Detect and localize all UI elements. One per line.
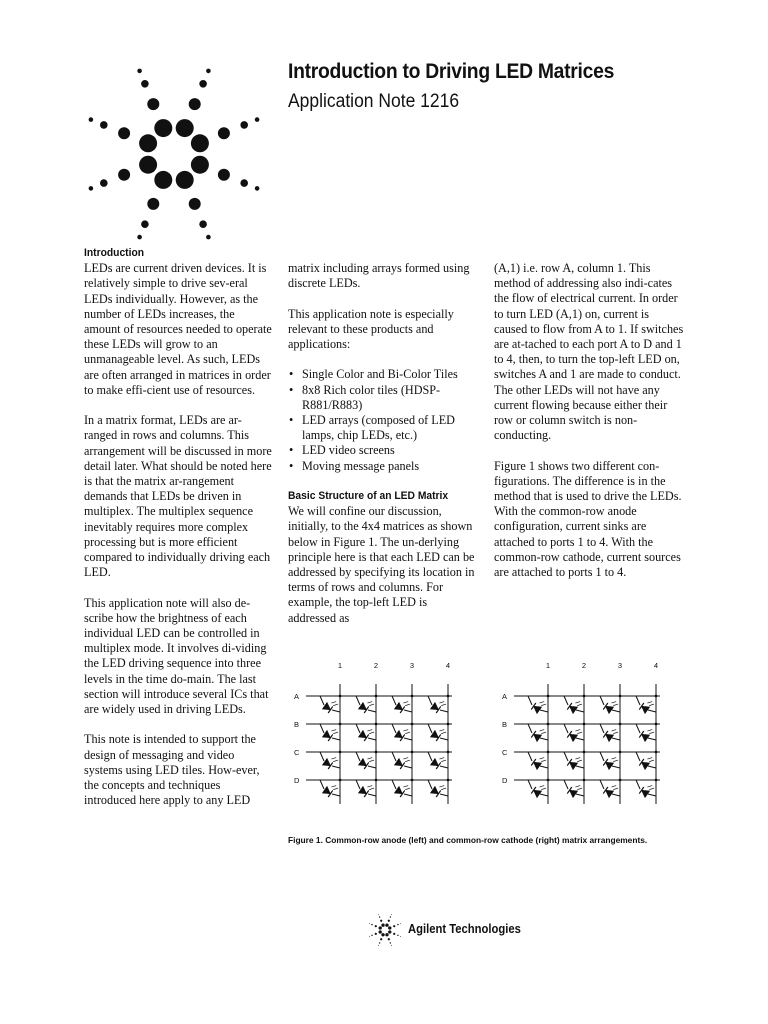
paragraph: LEDs are current driven devices. It is relatively simple to drive sev-eral LEDs individually. However, as the number of LEDs increases, the amount of resources needed to operate these LEDs will grow to an unmanageable level. As such, LEDs are often arranged in matrices in order to make effi-cient use of resources.: [84, 261, 272, 397]
row-label: A: [502, 692, 508, 701]
logo-dot: [255, 117, 260, 122]
page-title: Introduction to Driving LED Matrices: [288, 60, 615, 83]
list-item-text: LED arrays (composed of LED lamps, chip LEDs, etc.): [302, 413, 455, 443]
logo-dot: [393, 925, 395, 927]
column-label: 2: [581, 661, 587, 670]
logo-dot: [118, 127, 130, 139]
logo-dot: [371, 935, 372, 936]
led-diode-icon: [531, 726, 546, 743]
text-column-1: [84, 246, 274, 824]
logo-dot: [240, 179, 248, 187]
page-subtitle: Application Note 1216: [288, 91, 460, 112]
logo-dot: [147, 98, 159, 110]
led-diode-icon: [358, 782, 374, 799]
logo-dot: [393, 933, 395, 935]
led-diode-icon: [322, 754, 338, 771]
logo-dot: [375, 925, 377, 927]
bullet-icon: •: [289, 443, 294, 458]
column-label: 3: [409, 661, 415, 670]
row-label: C: [294, 748, 300, 757]
application-list: [288, 367, 478, 473]
led-diode-icon: [567, 726, 582, 743]
brand-name: Agilent Technologies: [408, 922, 521, 936]
column-label: 3: [617, 661, 623, 670]
agilent-small-logo: [368, 913, 402, 947]
led-diode-icon: [639, 698, 654, 715]
logo-dot: [199, 80, 207, 88]
logo-dot: [199, 220, 207, 228]
paragraph: matrix including arrays formed using discrete LEDs.: [288, 261, 470, 291]
figure-caption: Figure 1. Common-row anode (left) and common-row cathode (right) matrix arrangements.: [288, 835, 648, 845]
logo-dot: [381, 933, 384, 936]
logo-dot: [255, 186, 260, 191]
column-label: 1: [545, 661, 551, 670]
logo-dot: [189, 198, 201, 210]
column-label: 2: [373, 661, 379, 670]
paragraph: (A,1) i.e. row A, column 1. This method of addressing also indi-cates the flow of electrical current. In order to turn LED (A,1) on, current is caused to flow from A to 1. If switches are at-tached to each port A to D and 1 to 4, then, to turn the top-left LED on, switches A and 1 are made to conduct. The other LEDs will not have any current flowing because either their row or column switch is non-conducting.: [494, 261, 684, 443]
led-diode-icon: [639, 726, 654, 743]
logo-dot: [176, 171, 194, 189]
logo-dot: [379, 930, 382, 933]
text-column-2: [288, 261, 478, 641]
list-item: [288, 383, 478, 413]
logo-dot: [206, 69, 211, 74]
logo-dot: [397, 924, 398, 925]
logo-dot: [191, 134, 209, 152]
led-diode-icon: [567, 782, 582, 799]
column-label: 4: [445, 661, 451, 670]
logo-dot: [147, 198, 159, 210]
logo-dot: [206, 235, 211, 240]
logo-dot: [380, 920, 382, 922]
common-row-cathode-matrix-diagram: [496, 656, 676, 806]
list-item-text: Moving message panels: [302, 458, 420, 473]
logo-dot: [100, 179, 108, 187]
logo-dot: [371, 924, 372, 925]
led-diode-icon: [603, 698, 618, 715]
led-diode-icon: [394, 698, 410, 715]
logo-dot: [390, 942, 391, 943]
logo-dot: [385, 924, 388, 927]
led-diode-icon: [639, 754, 654, 771]
logo-dot: [137, 69, 142, 74]
led-diode-icon: [358, 754, 374, 771]
logo-dot: [391, 914, 392, 915]
paragraph: In a matrix format, LEDs are ar-ranged in rows and columns. This arrangement will be discussed in more detail later. What should be noted here is that the matrix ar-rangement demands that LEDs be driven in multiplex. The multiplex sequence inevitably requires more complex processing but is more efficient compared to individually driving each LED.: [84, 413, 272, 580]
logo-dot: [191, 156, 209, 174]
led-diode-icon: [531, 698, 546, 715]
led-diode-icon: [430, 698, 446, 715]
logo-dot: [378, 914, 379, 915]
led-diode-icon: [430, 754, 446, 771]
logo-dot: [141, 220, 149, 228]
led-diode-icon: [358, 698, 374, 715]
list-item: [288, 443, 478, 458]
bullet-icon: •: [289, 367, 294, 382]
led-diode-icon: [603, 782, 618, 799]
column-label: 4: [653, 661, 659, 670]
led-diode-icon: [358, 726, 374, 743]
logo-dot: [400, 936, 401, 937]
logo-dot: [369, 923, 370, 924]
led-diode-icon: [322, 782, 338, 799]
agilent-logo: [82, 62, 266, 246]
list-item-text: LED video screens: [302, 443, 395, 458]
logo-dot: [391, 945, 392, 946]
common-row-anode-matrix-diagram: [288, 656, 468, 806]
paragraph: Figure 1 shows two different con-figurations. The difference is in the method that is used to drive the LEDs. With the common-row anode configuration, current sinks are attached to ports 1 to 4. With the common-row cathode, current sources are attached to ports 1 to 4.: [494, 458, 682, 580]
led-diode-icon: [567, 754, 582, 771]
logo-dot: [218, 169, 230, 181]
list-item-text: Single Color and Bi-Color Tiles: [302, 367, 458, 382]
row-label: D: [294, 776, 300, 785]
bullet-icon: •: [289, 413, 294, 427]
logo-dot: [154, 119, 172, 137]
row-label: D: [502, 776, 508, 785]
logo-dot: [176, 119, 194, 137]
column-label: 1: [337, 661, 343, 670]
row-label: B: [294, 720, 300, 729]
logo-dot: [141, 80, 149, 88]
logo-dot: [379, 916, 380, 917]
section-heading-introduction: Introduction: [84, 247, 145, 259]
logo-dot: [385, 933, 388, 936]
led-diode-icon: [430, 782, 446, 799]
logo-dot: [388, 930, 391, 933]
logo-dot: [375, 933, 377, 935]
logo-dot: [379, 942, 380, 943]
logo-dot: [240, 121, 248, 129]
logo-dot: [89, 186, 94, 191]
led-diode-icon: [394, 754, 410, 771]
list-item: [288, 459, 478, 474]
led-diode-icon: [531, 754, 546, 771]
led-diode-icon: [531, 782, 546, 799]
logo-dot: [189, 98, 201, 110]
logo-dot: [154, 171, 172, 189]
list-item: [288, 367, 478, 382]
row-label: A: [294, 692, 300, 701]
logo-dot: [397, 935, 398, 936]
paragraph: This application note will also de-scribe how the brightness of each individual LED can be controlled in multiplex mode. It involves di-viding the LED driving sequence into three levels in the time do-main. The last section will introduce several ICs that are widely used in driving LEDs.: [84, 595, 269, 717]
logo-dot: [139, 134, 157, 152]
bullet-icon: •: [289, 382, 294, 397]
row-label: C: [502, 748, 508, 757]
logo-dot: [400, 923, 401, 924]
logo-dot: [379, 926, 382, 929]
row-label: B: [502, 720, 508, 729]
led-diode-icon: [394, 782, 410, 799]
led-diode-icon: [430, 726, 446, 743]
led-diode-icon: [394, 726, 410, 743]
logo-dot: [388, 938, 390, 940]
logo-dot: [139, 156, 157, 174]
logo-dot: [388, 926, 391, 929]
logo-dot: [137, 235, 142, 240]
bullet-icon: •: [289, 458, 294, 473]
led-diode-icon: [603, 754, 618, 771]
led-diode-icon: [639, 782, 654, 799]
led-diode-icon: [567, 698, 582, 715]
logo-dot: [118, 169, 130, 181]
paragraph: This note is intended to support the design of messaging and video systems using LED tiles. How-ever, the concepts and techniques introduced here apply to any LED: [84, 732, 260, 808]
list-item-text: 8x8 Rich color tiles (HDSP-R881/R883): [302, 382, 441, 412]
list-item: [288, 413, 478, 443]
paragraph: We will confine our discussion, initially, to the 4x4 matrices as shown below in Figure 1. The un-derlying principle here is that each LED can be addressed by specifying its location in terms of rows and columns. For example, the top-left LED is addressed as: [288, 504, 475, 625]
logo-dot: [89, 117, 94, 122]
logo-dot: [100, 121, 108, 129]
logo-dot: [380, 938, 382, 940]
section-heading-basic-structure: Basic Structure of an LED Matrix: [288, 490, 449, 502]
logo-dot: [218, 127, 230, 139]
led-diode-icon: [322, 726, 338, 743]
led-diode-icon: [603, 726, 618, 743]
led-diode-icon: [322, 698, 338, 715]
logo-dot: [378, 945, 379, 946]
logo-dot: [369, 936, 370, 937]
logo-dot: [390, 916, 391, 917]
text-column-3: [494, 261, 684, 595]
paragraph: This application note is especially relevant to these products and applications:: [288, 306, 454, 351]
logo-dot: [388, 920, 390, 922]
logo-dot: [381, 924, 384, 927]
